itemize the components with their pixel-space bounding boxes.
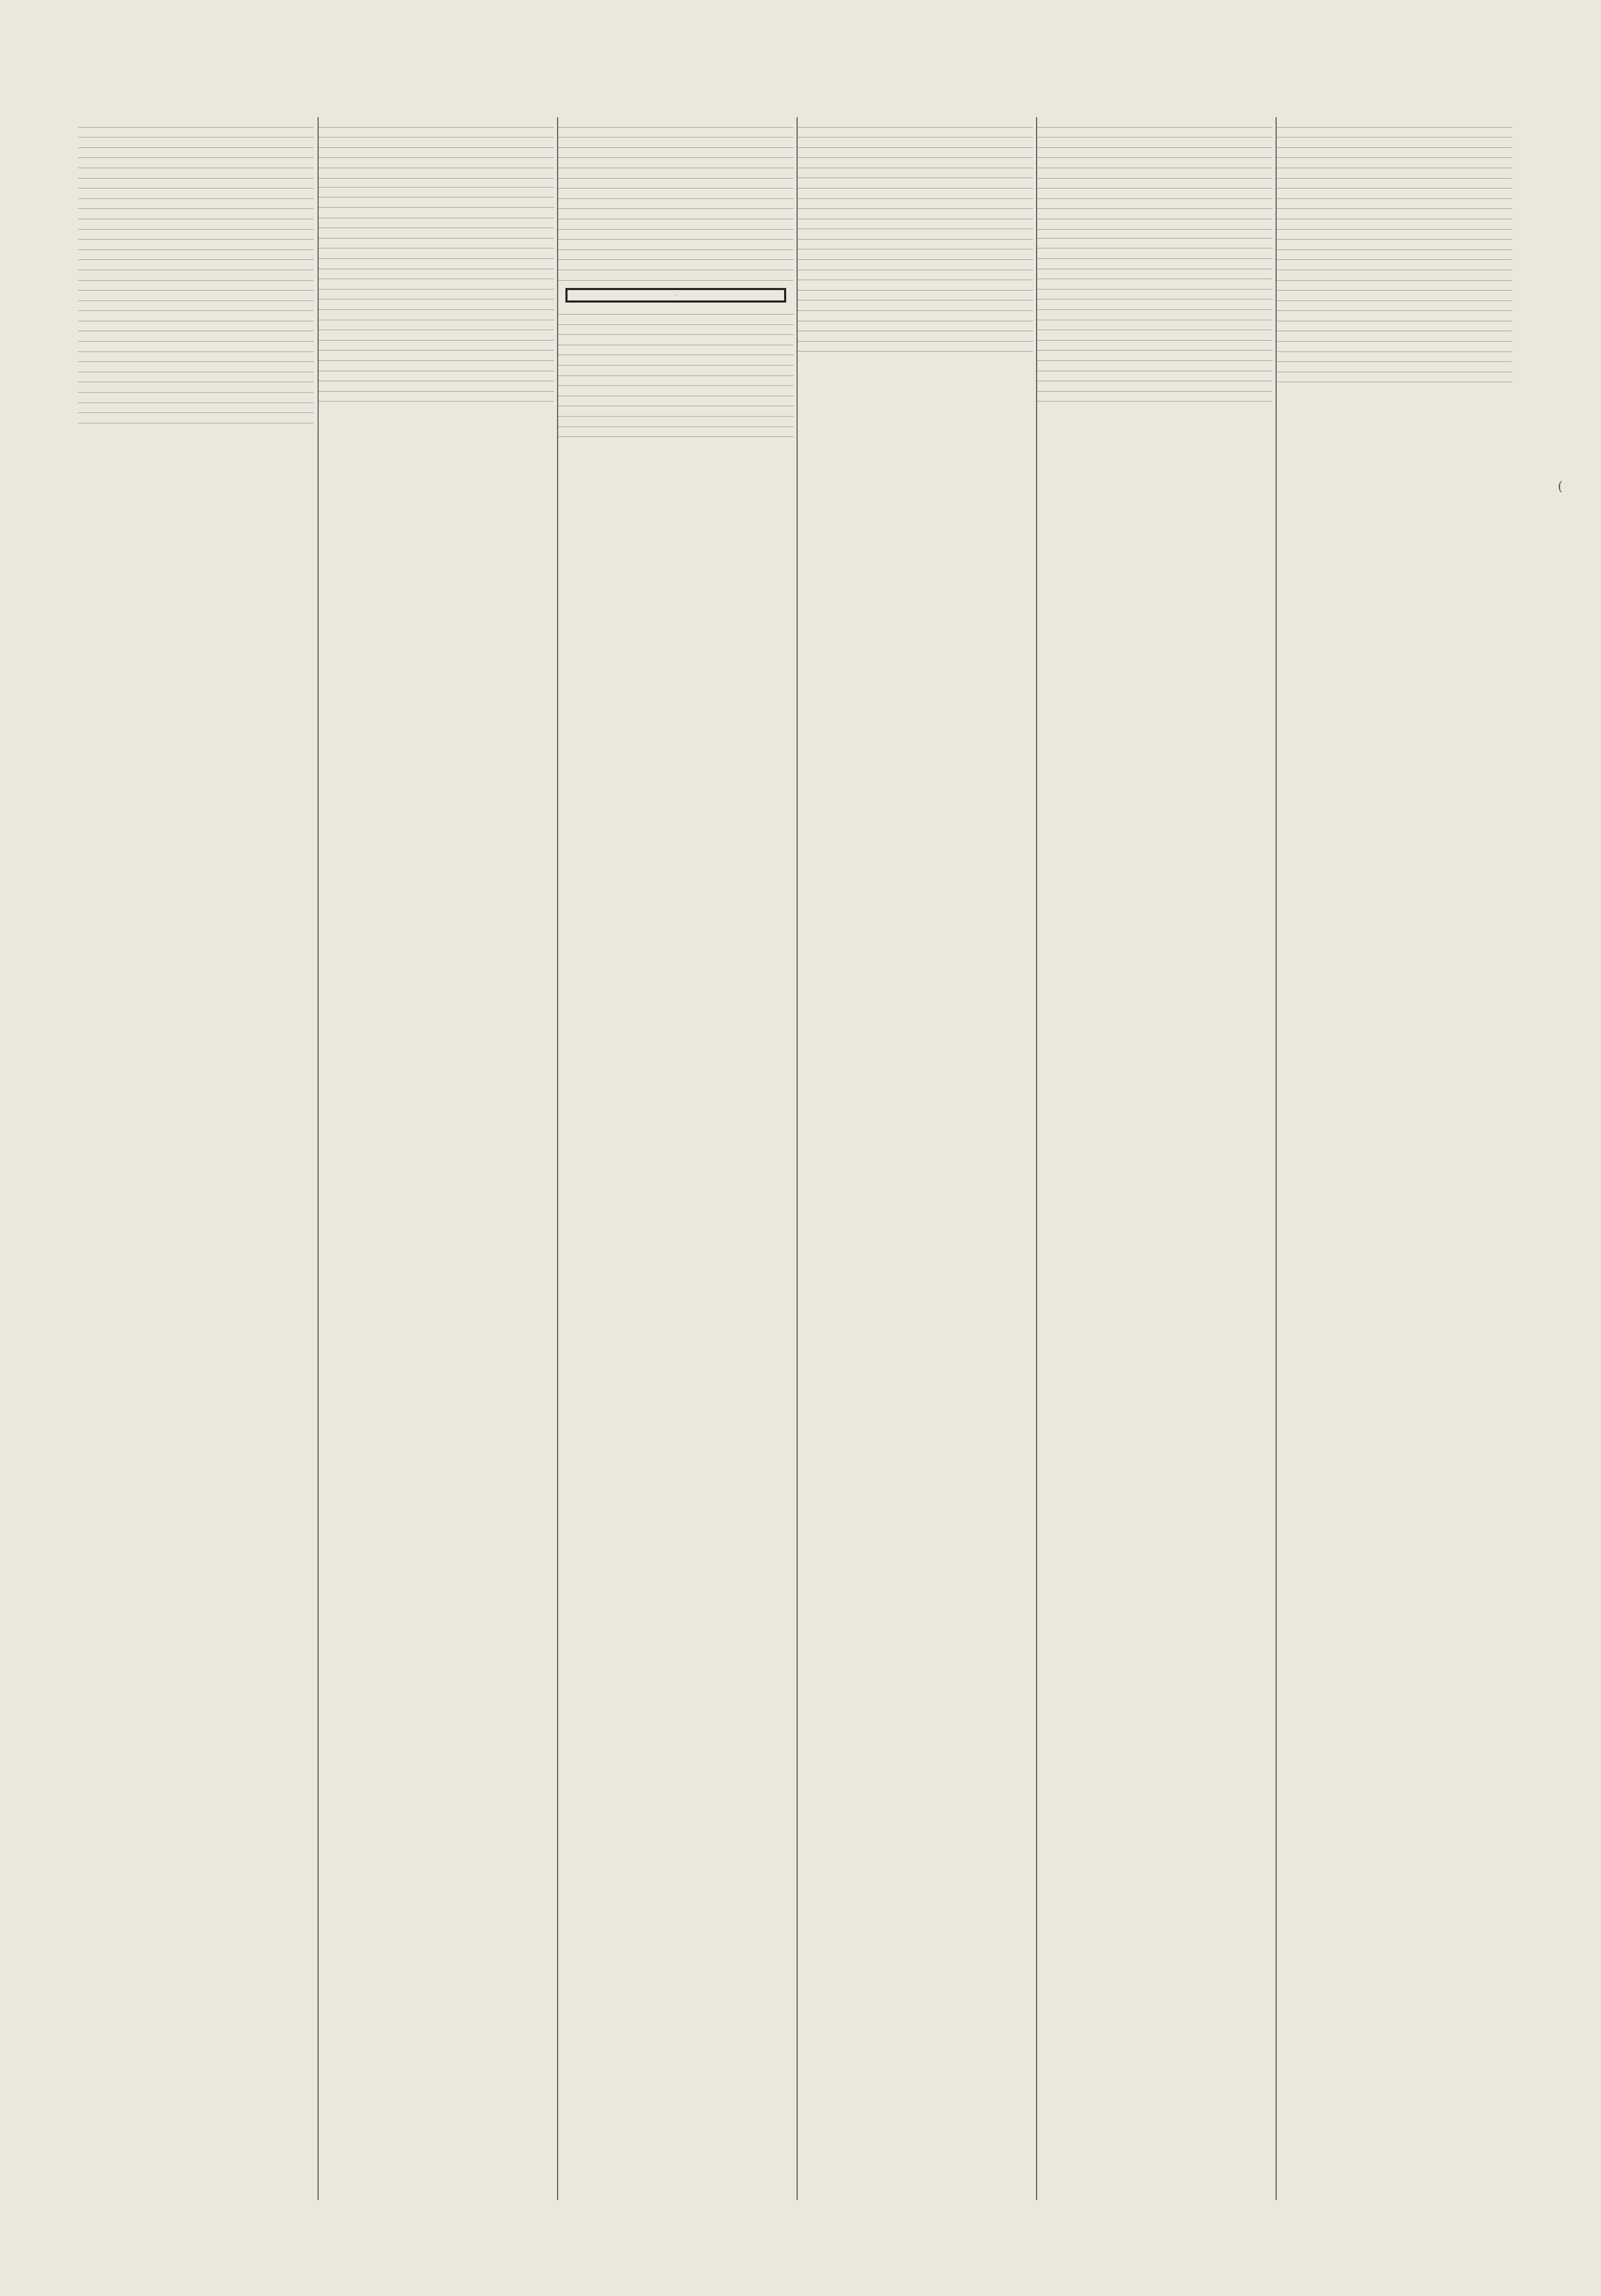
classified-ad	[558, 158, 793, 168]
classified-ad	[558, 315, 793, 325]
classified-ad	[558, 148, 793, 158]
classified-ad	[319, 117, 554, 128]
classified-ad	[1277, 219, 1512, 230]
classified-ad	[1277, 168, 1512, 179]
classified-ad	[1277, 230, 1512, 240]
classified-ad	[798, 117, 1033, 128]
classified-ad	[1037, 199, 1272, 209]
classified-ad	[1277, 137, 1512, 148]
classified-ad	[798, 300, 1033, 311]
classified-ad	[558, 427, 793, 437]
column-3	[557, 117, 793, 2200]
classified-ad	[1277, 321, 1512, 332]
classified-ad	[1037, 381, 1272, 392]
classified-ad	[319, 341, 554, 351]
classified-ad	[319, 361, 554, 371]
classified-ad	[319, 310, 554, 320]
classified-ad	[558, 209, 793, 219]
classified-ad	[798, 189, 1033, 199]
classified-ad	[798, 128, 1033, 138]
classified-ad	[319, 137, 554, 148]
classified-ad	[1037, 128, 1272, 138]
classified-ad	[78, 291, 313, 301]
classified-ad	[558, 270, 793, 281]
classified-ad	[798, 342, 1033, 352]
classified-ad	[1037, 392, 1272, 402]
classified-ad	[798, 178, 1033, 189]
column-2	[318, 117, 554, 2200]
classified-ad	[1037, 168, 1272, 179]
classified-ad	[1037, 230, 1272, 239]
classified-ad	[78, 270, 313, 281]
classified-ad	[319, 218, 554, 229]
classified-ad	[1037, 361, 1272, 371]
classified-ad	[78, 219, 313, 230]
classified-ad	[1277, 301, 1512, 311]
classified-ad	[78, 128, 313, 138]
classified-ad	[78, 362, 313, 372]
classified-ad	[1037, 269, 1272, 280]
classified-ad	[319, 158, 554, 168]
classified-ad	[319, 299, 554, 310]
classified-ad	[78, 199, 313, 209]
column-4	[797, 117, 1033, 2200]
classified-ad	[1037, 299, 1272, 310]
classified-ad	[1277, 291, 1512, 301]
classified-ad	[1037, 330, 1272, 341]
classified-ad	[558, 117, 793, 128]
classified-ad	[319, 148, 554, 158]
classified-ad	[78, 209, 313, 219]
classified-ad	[78, 168, 313, 179]
classified-ad	[319, 350, 554, 361]
classified-ad	[558, 168, 793, 179]
classified-ad	[1037, 219, 1272, 230]
classified-ad	[319, 381, 554, 392]
classified-ad	[78, 413, 313, 423]
classified-ad	[1277, 179, 1512, 189]
classified-ad	[78, 137, 313, 148]
classified-ad	[798, 209, 1033, 219]
classified-ad	[78, 189, 313, 199]
classified-ad	[319, 330, 554, 341]
classified-ad	[558, 230, 793, 240]
classified-ad	[319, 259, 554, 269]
classified-ad	[78, 179, 313, 189]
column-5	[1036, 117, 1272, 2200]
column-1	[78, 117, 313, 2200]
classified-ad	[78, 372, 313, 383]
classified-ad	[1037, 137, 1272, 148]
classified-ad	[558, 335, 793, 345]
classified-ad	[319, 179, 554, 187]
classified-ad	[1277, 158, 1512, 168]
classified-ad	[1037, 117, 1272, 128]
classified-ad	[1277, 342, 1512, 352]
classified-ad	[1037, 189, 1272, 199]
classified-ad	[1037, 279, 1272, 290]
section-banner	[565, 288, 786, 303]
classified-ad	[319, 208, 554, 218]
classified-ad	[319, 239, 554, 249]
classified-ad	[558, 219, 793, 230]
classified-ad	[798, 280, 1033, 291]
newspaper-classifieds-page	[78, 117, 1515, 2200]
classified-ad	[1277, 250, 1512, 260]
classified-ad	[1277, 362, 1512, 372]
classified-ad	[558, 386, 793, 396]
classified-ad	[319, 248, 554, 259]
classified-ad	[1277, 331, 1512, 342]
classified-ad	[798, 331, 1033, 342]
classified-ad	[78, 281, 313, 291]
classified-ad	[798, 311, 1033, 321]
classified-ad	[798, 137, 1033, 148]
classified-ad	[78, 382, 313, 393]
classified-ad	[798, 270, 1033, 281]
classified-ad	[1037, 209, 1272, 219]
classified-ad	[1277, 199, 1512, 209]
classified-ad	[798, 168, 1033, 179]
classified-ad	[558, 179, 793, 189]
classified-ad	[319, 320, 554, 331]
classified-ad	[558, 325, 793, 335]
classified-ad	[1277, 311, 1512, 321]
classified-ad	[1277, 240, 1512, 250]
classified-ad	[558, 406, 793, 417]
classified-ad	[78, 117, 313, 128]
classified-ad	[1277, 128, 1512, 138]
classified-ad	[319, 187, 554, 198]
classified-ad	[1037, 290, 1272, 300]
classified-ad	[319, 371, 554, 382]
classified-ad	[558, 199, 793, 209]
classified-ad	[558, 281, 793, 315]
classified-ad	[1277, 117, 1512, 128]
classified-ad	[1277, 209, 1512, 219]
classified-ad	[319, 279, 554, 290]
classified-ad	[1037, 371, 1272, 382]
classified-ad	[1037, 148, 1272, 158]
classified-ad	[558, 345, 793, 356]
classified-ad	[78, 230, 313, 240]
classified-ad	[1277, 189, 1512, 199]
classified-ad	[558, 250, 793, 260]
classified-ad	[1037, 341, 1272, 351]
classified-ad	[798, 229, 1033, 240]
classified-ad	[1277, 148, 1512, 158]
classified-ad	[798, 158, 1033, 168]
classified-ad	[1277, 372, 1512, 383]
classified-ad	[78, 403, 313, 413]
classified-ad	[1037, 158, 1272, 168]
classified-ad	[558, 366, 793, 376]
column-6	[1276, 117, 1512, 2200]
margin-mark: (	[1558, 479, 1563, 494]
classified-ad	[78, 158, 313, 168]
classified-ad	[1037, 259, 1272, 269]
classified-ad	[78, 342, 313, 352]
classified-ad	[558, 417, 793, 427]
classified-ad	[319, 392, 554, 402]
classified-ad	[78, 393, 313, 403]
classified-ad	[558, 396, 793, 407]
classified-ad	[558, 260, 793, 270]
classified-ad	[798, 249, 1033, 260]
classified-ad	[78, 301, 313, 311]
classified-ad	[1277, 260, 1512, 270]
classified-ad	[1037, 350, 1272, 361]
classified-ad	[319, 290, 554, 300]
classified-ad	[798, 321, 1033, 332]
classified-ad	[78, 321, 313, 332]
classified-ad	[1037, 248, 1272, 259]
classified-ad	[319, 128, 554, 138]
classified-ad	[78, 260, 313, 270]
classified-ad	[558, 355, 793, 366]
classified-ad	[1037, 310, 1272, 320]
classified-ad	[798, 291, 1033, 301]
classified-ad	[319, 228, 554, 239]
classified-ad	[798, 219, 1033, 230]
classified-ad	[558, 137, 793, 148]
classified-ad	[78, 240, 313, 250]
classified-ad	[558, 376, 793, 386]
classified-ad	[798, 199, 1033, 209]
classified-ad	[319, 168, 554, 179]
classified-ad	[78, 352, 313, 362]
classified-ad	[798, 260, 1033, 270]
classified-ad	[78, 311, 313, 321]
classified-ad	[1277, 281, 1512, 291]
classified-ad	[319, 269, 554, 280]
classified-ad	[1037, 239, 1272, 249]
classified-ad	[1037, 320, 1272, 331]
classified-ad	[558, 240, 793, 250]
classified-ad	[1037, 179, 1272, 189]
classified-ad	[558, 189, 793, 199]
classified-ad	[78, 250, 313, 260]
classified-ad	[78, 331, 313, 342]
classified-ad	[798, 148, 1033, 158]
classified-ad	[1277, 270, 1512, 281]
classified-ad	[558, 128, 793, 138]
classified-ad	[78, 148, 313, 158]
classified-ad	[798, 240, 1033, 250]
classified-ad	[1277, 352, 1512, 362]
classified-ad	[319, 197, 554, 208]
